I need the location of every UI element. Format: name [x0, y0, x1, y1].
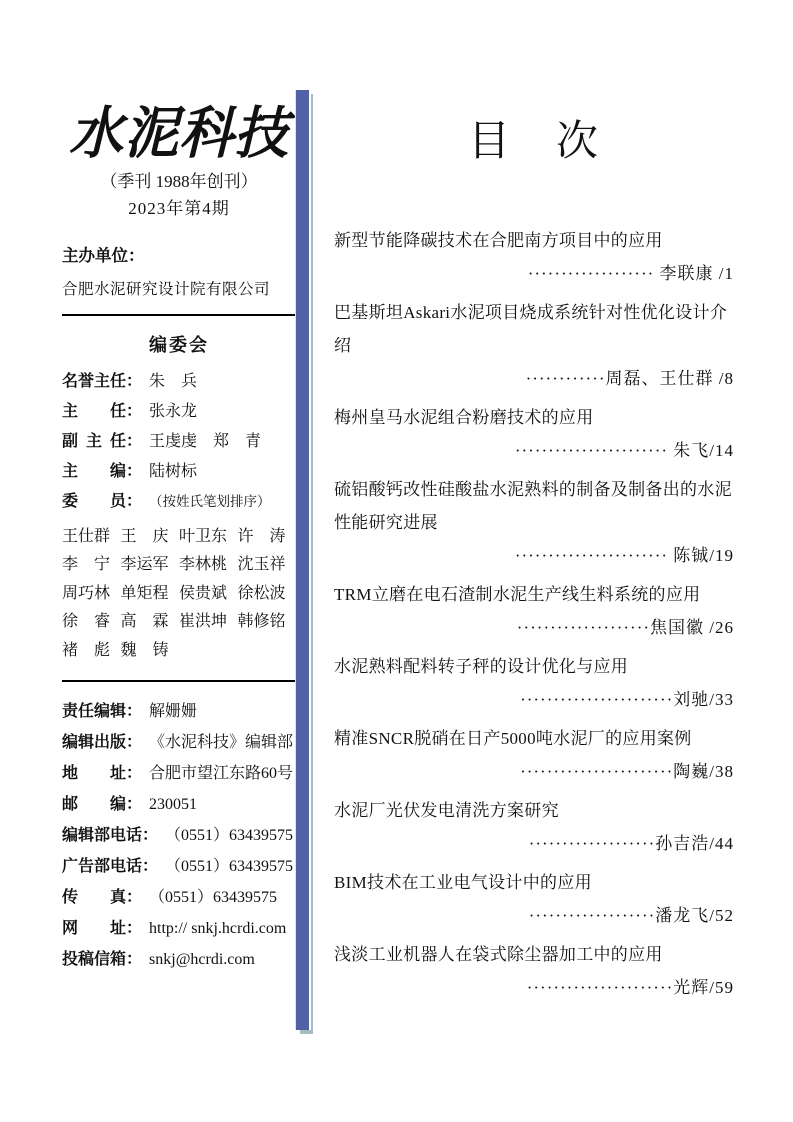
member-name: 高 霖 [120, 613, 169, 630]
divider-rule-top [62, 314, 296, 316]
pub-row [62, 789, 296, 820]
toc-entry [334, 938, 734, 1004]
toc-entry [334, 401, 734, 467]
pub-row-submission-email: snkj@hcrdi.com [149, 951, 255, 968]
colon: ： [142, 858, 159, 875]
member-name: 李林桃 [179, 556, 228, 573]
toc-entry-byline: ······················· 朱飞/14 [514, 441, 734, 460]
organizer-label [62, 242, 296, 266]
member-name: 魏 铸 [120, 641, 169, 659]
toc-entry [334, 650, 734, 716]
pub-row-value: 230051 [149, 796, 198, 813]
toc-entry-title: 水泥熟料配料转子秤的设计优化与应用 [334, 657, 629, 676]
pub-row [62, 882, 296, 913]
toc-entry-byline: ····················焦国徽 /26 [516, 618, 734, 637]
toc-entry-byline: ···················潘龙飞/52 [528, 906, 734, 925]
toc-entry [334, 794, 734, 860]
toc-entry-byline: ······················· 陈铖/19 [514, 546, 734, 565]
toc-entry-byline: ······················光辉/59 [526, 978, 734, 997]
toc-entry [334, 866, 734, 932]
member-name: 徐 睿 [62, 613, 111, 630]
toc-entry-byline: ··················· 李联康 /1 [527, 264, 734, 283]
board-row-value: 张永龙 [149, 402, 198, 420]
toc-entry [334, 224, 734, 290]
board-row-value: （按姓氏笔划排序） [149, 493, 271, 509]
colon: ： [126, 462, 143, 480]
publication-info [62, 696, 296, 975]
colon: ： [126, 703, 143, 720]
board-row-label: 副主任 [62, 432, 126, 450]
editorial-board-heading: 编委会 [149, 334, 209, 355]
colon: ： [126, 432, 143, 450]
vertical-divider-bar [296, 90, 309, 1030]
colon: ： [126, 889, 143, 906]
toc-entry [334, 578, 734, 644]
board-row-value: 陆树标 [149, 462, 198, 480]
toc-entry-title: 梅州皇马水泥组合粉磨技术的应用 [334, 408, 594, 427]
toc-heading: 目 次 [467, 119, 600, 165]
member-name: 侯贵斌 [179, 584, 228, 602]
toc-entry [334, 722, 734, 788]
board-row [62, 487, 296, 517]
colon: ： [126, 492, 143, 510]
colon: ： [126, 951, 143, 968]
organizer-label-text: 主办单位 [62, 245, 128, 265]
toc-entry-title: 巴基斯坦Askari水泥项目烧成系统针对性优化设计介绍 [334, 303, 728, 355]
pub-row-value: （0551）63439575 [165, 858, 294, 875]
pub-row-label: 传真 [62, 889, 126, 906]
organizer-value: 合肥水泥研究设计院有限公司 [62, 280, 271, 298]
toc-entry-title: 硫铝酸钙改性硅酸盐水泥熟料的制备及制备出的水泥性能研究进展 [334, 480, 732, 532]
pub-row-value: 合肥市望江东路60号 [149, 765, 294, 782]
board-row [62, 397, 296, 427]
board-row [62, 427, 296, 457]
toc-entry-byline: ·······················陶巍/38 [520, 762, 734, 781]
pub-row-label: 责任编辑 [62, 703, 127, 720]
member-name: 许 涛 [237, 527, 286, 545]
journal-founding-subtitle: （季刊 1988年创刊） [100, 171, 258, 191]
member-name: 王 庆 [120, 527, 169, 545]
board-row-value: 王虔虔 郑 青 [149, 432, 262, 450]
member-name: 沈玉祥 [237, 556, 286, 573]
pub-row [62, 727, 296, 758]
member-name: 王仕群 [62, 527, 111, 545]
member-name: 周巧林 [62, 584, 111, 602]
toc-entry-title: 新型节能降碳技术在合肥南方项目中的应用 [334, 231, 663, 250]
pub-row-value: 解姗姗 [149, 703, 198, 720]
board-row-label: 主编 [62, 462, 126, 480]
colon: ： [126, 765, 143, 782]
board-row-label: 名誉主任 [62, 372, 127, 390]
colon: ： [142, 827, 159, 844]
pub-row-label: 地址 [62, 765, 126, 782]
pub-row-label: 广告部电话 [62, 858, 143, 875]
toc-entry-byline: ············周磊、王仕群 /8 [525, 369, 734, 388]
toc-entry-byline: ···················孙吉浩/44 [528, 834, 734, 853]
journal-title: 水泥科技 [69, 99, 289, 167]
pub-row [62, 696, 296, 727]
colon: ： [126, 372, 143, 390]
pub-row-label: 编辑部电话 [62, 827, 143, 844]
board-row [62, 457, 296, 487]
member-name: 叶卫东 [179, 527, 228, 545]
pub-row-value: （0551）63439575 [165, 827, 294, 844]
member-name: 韩修铭 [237, 613, 286, 630]
colon: ： [126, 796, 143, 813]
pub-row-value: （0551）63439575 [149, 889, 278, 906]
toc-entry-title: 水泥厂光伏发电清洗方案研究 [334, 801, 559, 820]
pub-row [62, 851, 296, 882]
left-column [62, 100, 296, 975]
pub-row [62, 944, 296, 975]
pub-row-label: 网址 [62, 920, 126, 937]
toc-entry-byline: ·······················刘驰/33 [520, 690, 734, 709]
board-row [62, 367, 296, 397]
pub-row-journal-url: http:// snkj.hcrdi.com [149, 920, 287, 937]
pub-row-label: 邮编 [62, 796, 126, 813]
colon: ： [128, 245, 145, 265]
board-row-label: 委员 [62, 492, 126, 510]
board-row-label: 主任 [62, 402, 126, 420]
board-row-value: 朱 兵 [149, 372, 198, 390]
pub-row [62, 913, 296, 944]
toc-entry-title: BIM技术在工业电气设计中的应用 [334, 873, 592, 892]
journal-issue-number: 2023年第4期 [128, 198, 230, 218]
pub-row-label: 编辑出版 [62, 734, 127, 751]
toc-entry [334, 296, 734, 395]
toc-entry-title: 浅淡工业机器人在袋式除尘器加工中的应用 [334, 945, 663, 964]
colon: ： [126, 920, 143, 937]
member-name: 崔洪坤 [179, 613, 228, 630]
pub-row [62, 758, 296, 789]
divider-rule-bottom [62, 680, 296, 682]
editorial-members-grid [62, 523, 296, 666]
member-name: 李运军 [120, 556, 169, 573]
toc-entry-title: 精准SNCR脱硝在日产5000吨水泥厂的应用案例 [334, 729, 692, 748]
toc-entry-title: TRM立磨在电石渣制水泥生产线生料系统的应用 [334, 585, 701, 604]
toc-entry [334, 473, 734, 572]
pub-row-label: 投稿信箱 [62, 951, 127, 968]
colon: ： [126, 734, 143, 751]
table-of-contents [334, 116, 734, 1010]
member-name: 褚 彪 [62, 641, 111, 659]
pub-row-value: 《水泥科技》编辑部 [149, 734, 294, 751]
colon: ： [126, 402, 143, 420]
pub-row [62, 820, 296, 851]
member-name: 单矩程 [120, 584, 169, 602]
member-name: 李 宁 [62, 556, 111, 573]
member-name: 徐松波 [237, 584, 286, 602]
